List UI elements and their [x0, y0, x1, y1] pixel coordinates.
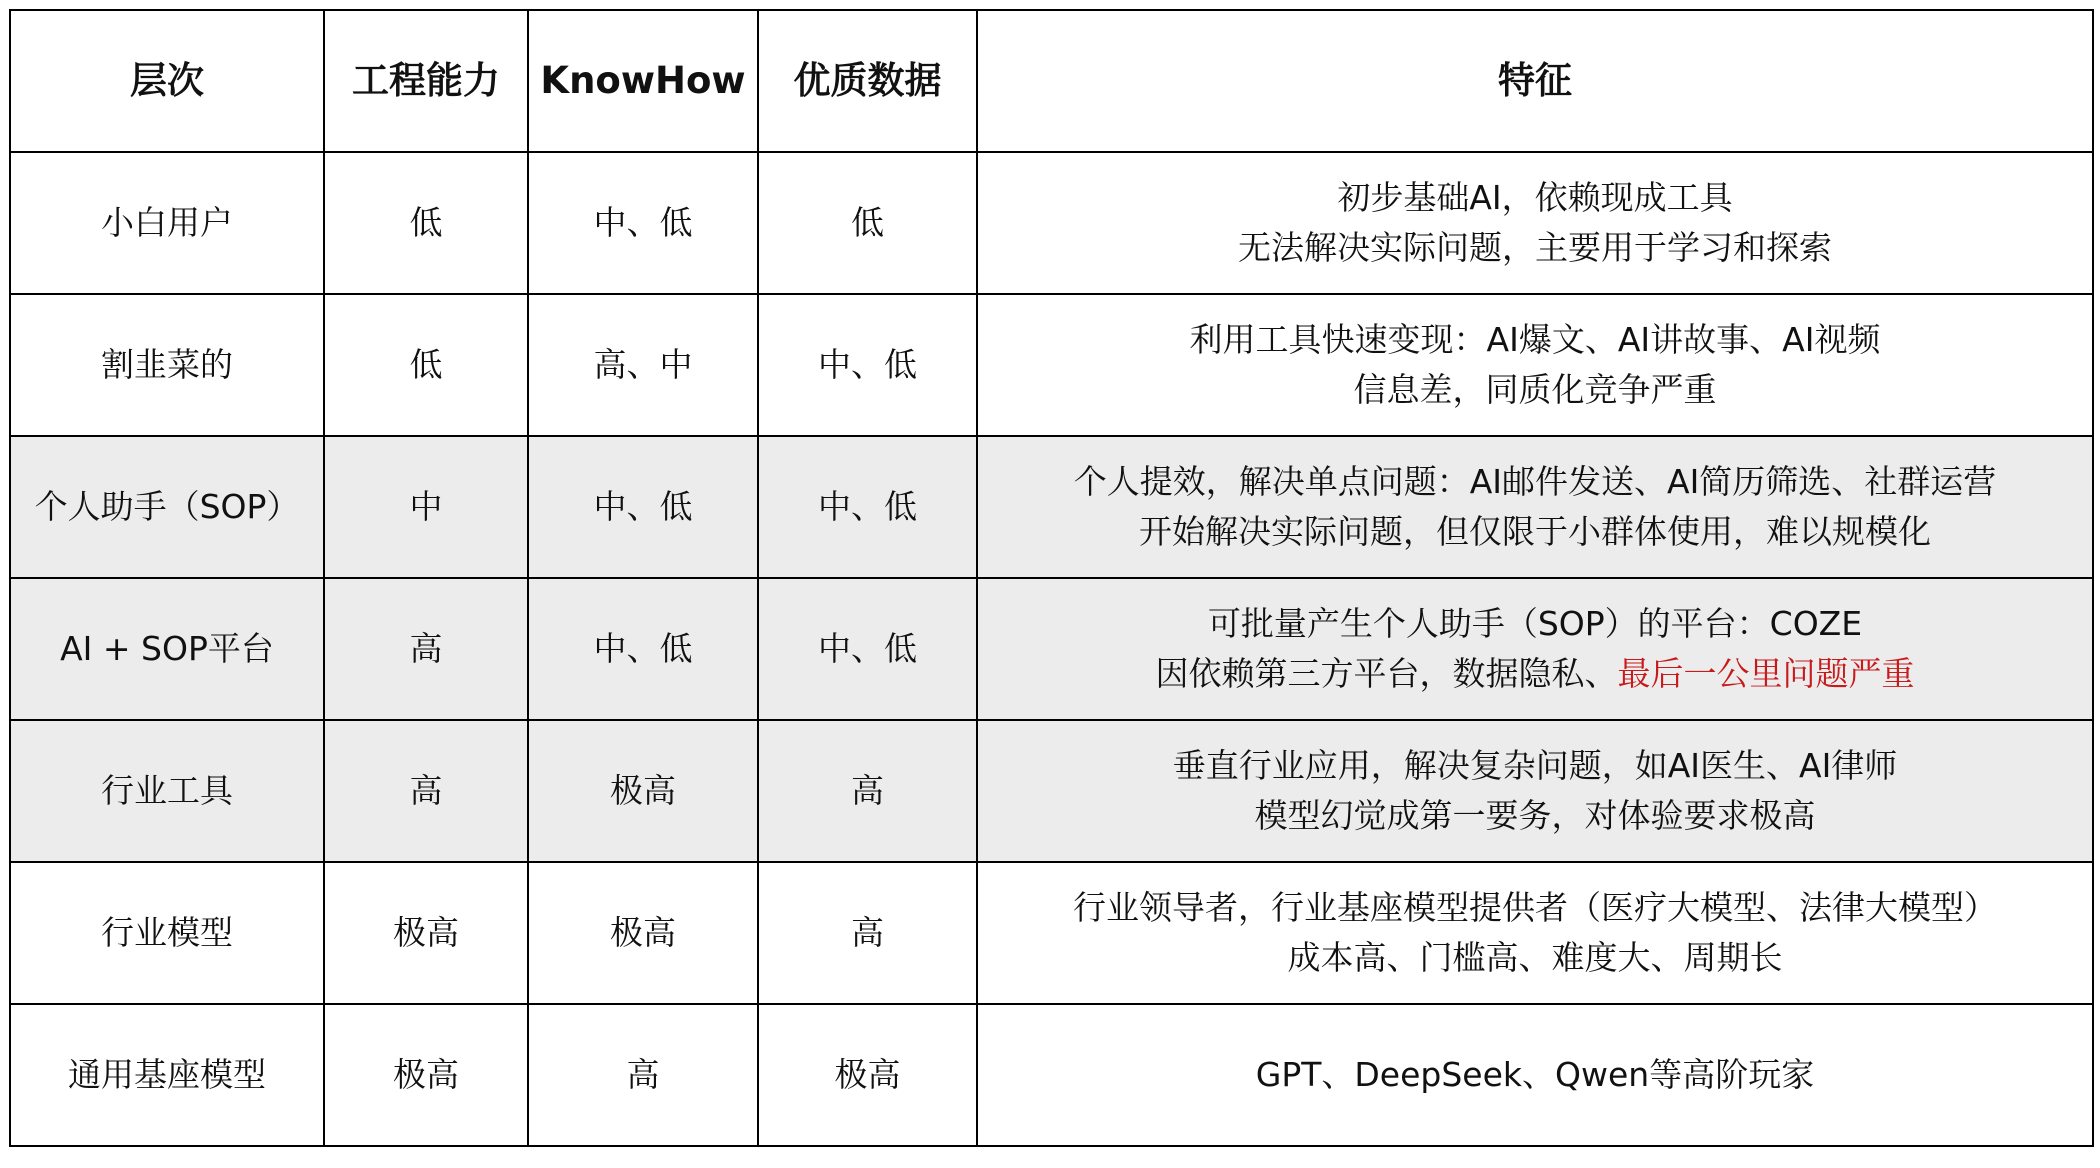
cell-level: AI + SOP平台: [10, 578, 324, 720]
table-row: [10, 436, 2093, 578]
cell-features: [977, 152, 2093, 294]
feature-line: 初步基础AI，依赖现成工具: [1337, 178, 1733, 217]
cell-data: 高: [758, 720, 977, 862]
header-engineering: 工程能力: [324, 10, 528, 152]
header-row: [10, 10, 2093, 152]
feature-line: 无法解决实际问题，主要用于学习和探索: [1238, 228, 1832, 267]
header-knowhow: KnowHow: [528, 10, 758, 152]
cell-engineering: 高: [324, 720, 528, 862]
cell-knowhow: 中、低: [528, 578, 758, 720]
feature-line: GPT、DeepSeek、Qwen等高阶玩家: [1255, 1055, 1815, 1094]
cell-data: 极高: [758, 1004, 977, 1146]
cell-knowhow: 中、低: [528, 152, 758, 294]
cell-level: 个人助手（SOP）: [10, 436, 324, 578]
feature-line: 行业领导者，行业基座模型提供者（医疗大模型、法律大模型）: [1073, 888, 1997, 927]
cell-features: [977, 720, 2093, 862]
header-features: 特征: [977, 10, 2093, 152]
cell-data: 中、低: [758, 436, 977, 578]
feature-text: 因依赖第三方平台，数据隐私、: [1155, 654, 1618, 693]
cell-features: [977, 1004, 2093, 1146]
cell-engineering: 低: [324, 152, 528, 294]
cell-knowhow: 高: [528, 1004, 758, 1146]
feature-line: 信息差，同质化竞争严重: [1353, 370, 1717, 409]
feature-line: 垂直行业应用，解决复杂问题，如AI医生、AI律师: [1172, 746, 1898, 785]
table-row: [10, 862, 2093, 1004]
cell-engineering: 高: [324, 578, 528, 720]
feature-line: 开始解决实际问题，但仅限于小群体使用，难以规模化: [1139, 512, 1931, 551]
table-row: [10, 1004, 2093, 1146]
levels-table: [9, 9, 2094, 1147]
feature-line: 可批量产生个人助手（SOP）的平台：COZE: [1207, 604, 1863, 643]
cell-level: 割韭菜的: [10, 294, 324, 436]
table-row: [10, 578, 2093, 720]
cell-level: 通用基座模型: [10, 1004, 324, 1146]
cell-features: [977, 294, 2093, 436]
cell-engineering: 低: [324, 294, 528, 436]
cell-data: 低: [758, 152, 977, 294]
cell-data: 高: [758, 862, 977, 1004]
cell-knowhow: 高、中: [528, 294, 758, 436]
cell-engineering: 中: [324, 436, 528, 578]
cell-engineering: 极高: [324, 1004, 528, 1146]
table-row: [10, 294, 2093, 436]
cell-engineering: 极高: [324, 862, 528, 1004]
cell-knowhow: 极高: [528, 862, 758, 1004]
feature-line: 模型幻觉成第一要务，对体验要求极高: [1254, 796, 1816, 835]
feature-line: 个人提效，解决单点问题：AI邮件发送、AI简历筛选、社群运营: [1073, 462, 1997, 501]
cell-data: 中、低: [758, 294, 977, 436]
cell-knowhow: 极高: [528, 720, 758, 862]
table-row: [10, 152, 2093, 294]
cell-features: [977, 578, 2093, 720]
header-level: 层次: [10, 10, 324, 152]
cell-knowhow: 中、低: [528, 436, 758, 578]
cell-level: 小白用户: [10, 152, 324, 294]
table-row: [10, 720, 2093, 862]
cell-features: [977, 862, 2093, 1004]
feature-line: 利用工具快速变现：AI爆文、AI讲故事、AI视频: [1189, 320, 1881, 359]
feature-highlight: 最后一公里问题严重: [1617, 654, 1915, 693]
header-data: 优质数据: [758, 10, 977, 152]
cell-features: [977, 436, 2093, 578]
feature-line: [984, 649, 2086, 699]
cell-level: 行业模型: [10, 862, 324, 1004]
cell-data: 中、低: [758, 578, 977, 720]
feature-line: 成本高、门槛高、难度大、周期长: [1287, 938, 1783, 977]
cell-level: 行业工具: [10, 720, 324, 862]
